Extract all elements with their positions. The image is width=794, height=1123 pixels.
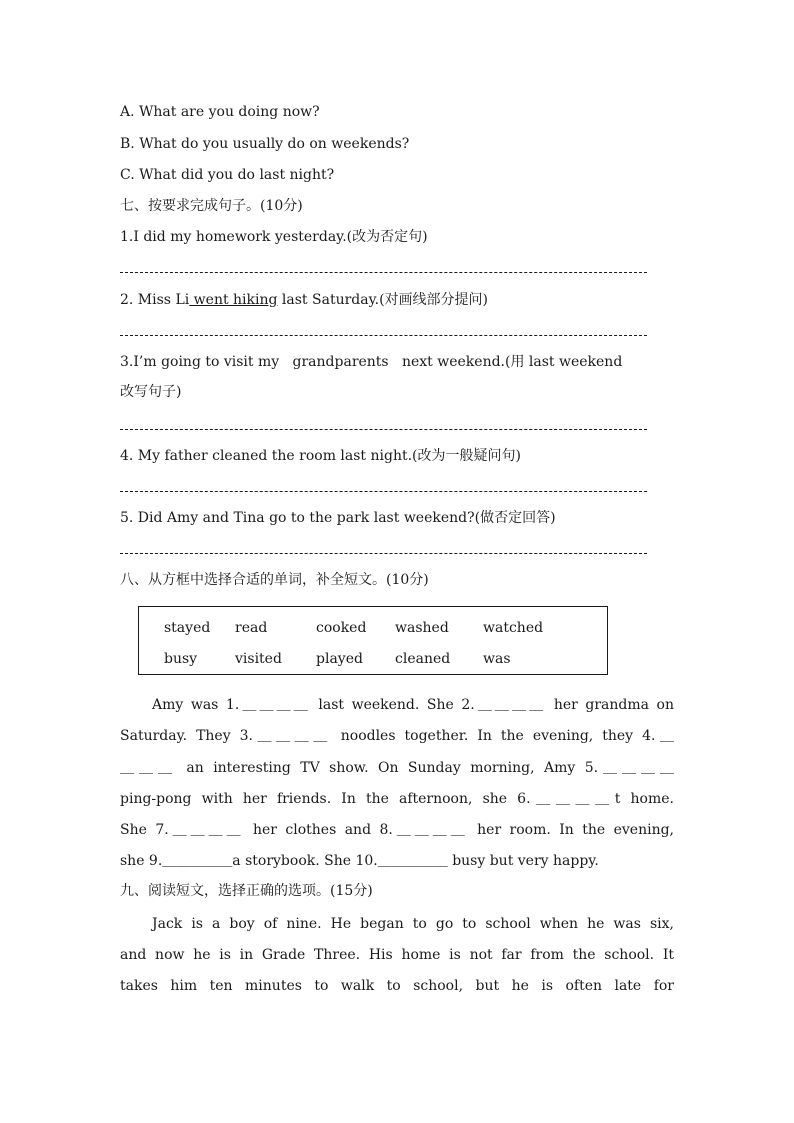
question-7-4: 4. My father cleaned the room last night.(改为一般疑问句)	[120, 448, 521, 464]
option-c: C. What did you do last night?	[120, 167, 335, 183]
answer-line-7-4	[120, 491, 647, 492]
answer-line-7-2	[120, 335, 647, 336]
answer-line-7-3	[120, 429, 647, 430]
answer-line-7-1	[120, 272, 647, 273]
question-7-2-underlined: went hiking	[189, 292, 278, 308]
passage-9-line: Jack is a boy of nine. He began to go to school when he was six,	[152, 916, 674, 932]
section-8-title: 八、从方框中选择合适的单词，补全短文。(10分)	[120, 572, 429, 588]
passage-8-line: ping-pong with her friends. In the afternoon, she 6.＿＿＿＿t home.	[120, 791, 674, 807]
passage-9-line: takes him ten minutes to walk to school, but he is often late for	[120, 978, 674, 994]
word-box-item: cooked	[316, 620, 367, 636]
passage-9-line: and now he is in Grade Three. His home is not far from the school. It	[120, 947, 674, 963]
word-box-item: cleaned	[395, 651, 451, 667]
question-7-3-line1: 3.I’m going to visit my grandparents next weekend.(用 last weekend	[120, 354, 623, 370]
passage-8-line: She 7.＿＿＿＿ her clothes and 8.＿＿＿＿ her room. In the evening,	[120, 822, 674, 838]
section-7-title: 七、按要求完成句子。(10分)	[120, 198, 303, 214]
section-9-title: 九、阅读短文，选择正确的选项。(15分)	[120, 883, 373, 899]
passage-8-line: Amy was 1.＿＿＿＿ last weekend. She 2.＿＿＿＿ her grandma on	[152, 697, 674, 713]
word-box-item: busy	[164, 651, 198, 667]
word-box-item: visited	[235, 651, 282, 667]
word-box-item: watched	[483, 620, 544, 636]
question-7-2	[120, 291, 488, 309]
question-7-3-line2: 改写句子)	[120, 384, 182, 400]
word-box-item: stayed	[164, 620, 211, 636]
answer-line-7-5	[120, 553, 647, 554]
question-7-2-prefix: 2. Miss Li	[120, 292, 190, 308]
word-box-item: read	[235, 620, 268, 636]
question-7-5: 5. Did Amy and Tina go to the park last weekend?(做否定回答)	[120, 510, 556, 526]
word-box-item: was	[483, 651, 511, 667]
passage-8-line: ＿＿＿ an interesting TV show. On Sunday morning, Amy 5.＿＿＿＿	[120, 760, 674, 776]
question-7-1: 1.I did my homework yesterday.(改为否定句)	[120, 229, 428, 245]
passage-8-line: Saturday. They 3.＿＿＿＿ noodles together. In the evening, they 4.＿	[120, 728, 674, 744]
option-b: B. What do you usually do on weekends?	[120, 136, 410, 152]
question-7-2-suffix: last Saturday.(对画线部分提问)	[277, 292, 489, 308]
word-box-item: played	[316, 651, 363, 667]
passage-8-line: she 9.＿＿＿＿＿a storybook. She 10.＿＿＿＿＿ busy but very happy.	[120, 853, 599, 869]
option-a: A. What are you doing now?	[120, 104, 320, 120]
word-box-item: washed	[395, 620, 449, 636]
word-box	[138, 606, 608, 675]
